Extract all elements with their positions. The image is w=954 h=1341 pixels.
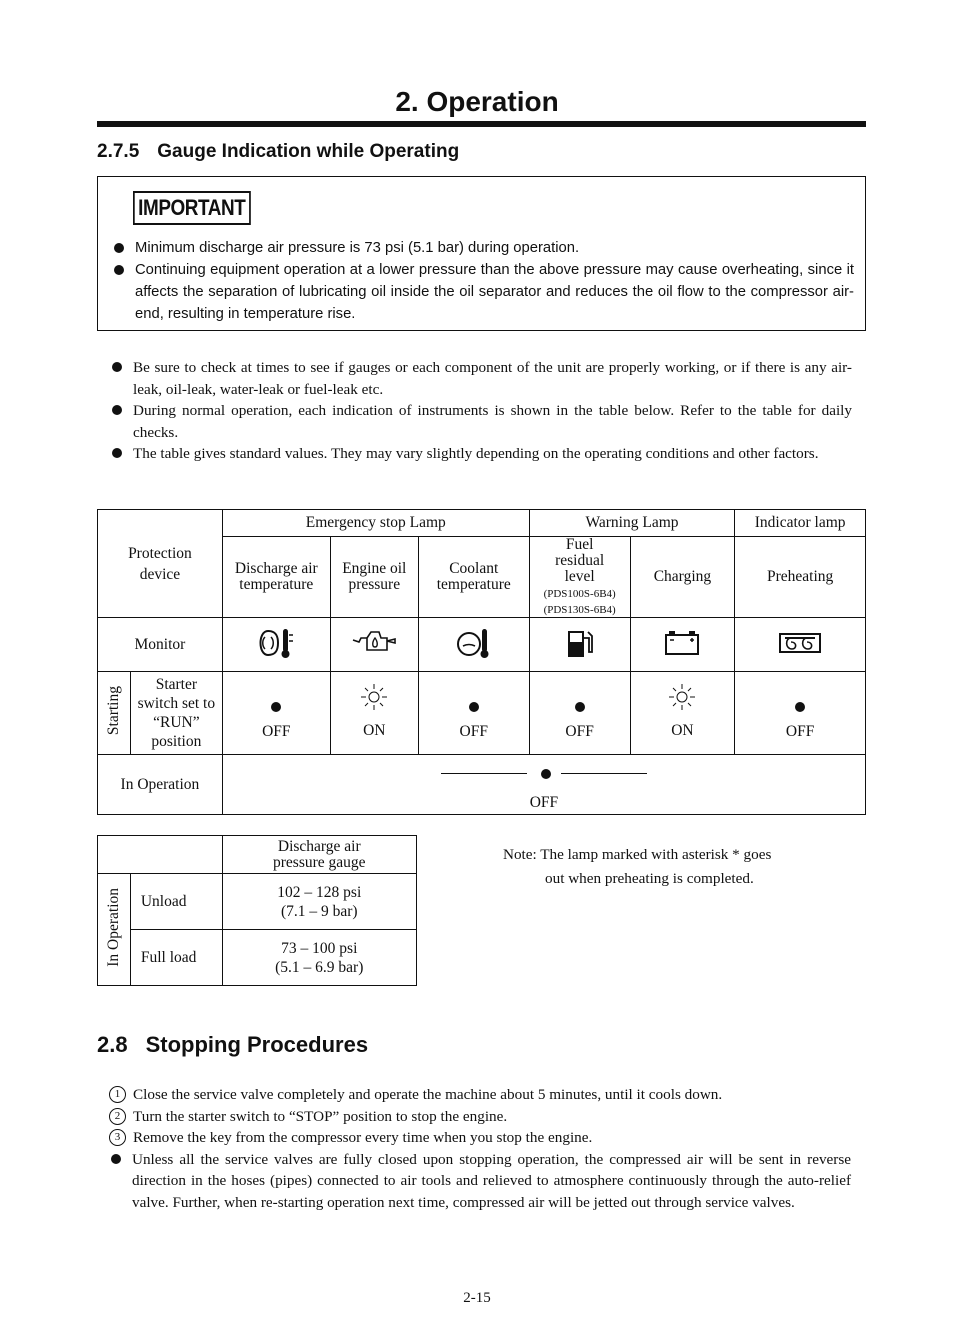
note-item: Be sure to check at times to see if gauges or each component of the unit are properly working, or if there is any air-leak, oil-leak, water-leak or fuel-leak etc. xyxy=(110,357,852,400)
protection-device-header: Protection device xyxy=(98,510,223,618)
in-operation-label: In Operation xyxy=(98,755,223,815)
charging-header: Charging xyxy=(630,537,735,618)
fuel-residual-level-header: Fuel residual level (PDS100S-6B4) (PDS130S-6B4) xyxy=(529,537,630,618)
note-line: Note: The lamp marked with asterisk * goes xyxy=(503,846,772,863)
divider-line xyxy=(561,773,647,774)
note-item: The table gives standard values. They may vary slightly depending on the operating conditions and other factors. xyxy=(110,443,852,465)
important-list xyxy=(112,237,854,325)
discharge-air-temperature-header: Discharge air temperature xyxy=(222,537,330,618)
section-title: Stopping Procedures xyxy=(145,1032,369,1057)
stopping-procedure-list xyxy=(109,1084,851,1214)
unload-value: 102 – 128 psi (7.1 – 9 bar) xyxy=(222,874,416,930)
state-charging xyxy=(630,672,735,755)
battery-charge-icon xyxy=(662,628,702,658)
coolant-temperature-icon xyxy=(454,626,494,660)
pressure-gauge-header: Discharge air pressure gauge xyxy=(222,836,416,874)
blank-header-cell xyxy=(98,836,223,874)
emergency-stop-lamp-header: Emergency stop Lamp xyxy=(222,510,529,537)
state-engine-oil-pressure xyxy=(330,672,418,755)
lamp-on-icon xyxy=(359,682,389,712)
important-label: IMPORTANT xyxy=(133,191,251,225)
important-item: Continuing equipment operation at a lower pressure than the above pressure may cause overheating, since it affects the separation of lubricating oil inside the oil separator and reduces the oil flow to the compressor air-end, resulting in temperature rise. xyxy=(112,259,854,325)
state-coolant-temperature xyxy=(418,672,529,755)
in-operation-state xyxy=(222,755,865,815)
lamp-off-dot xyxy=(541,769,551,779)
important-item: Minimum discharge air pressure is 73 psi (5.1 bar) during operation. xyxy=(112,237,854,259)
step-marker: 3 xyxy=(109,1129,126,1146)
section-heading-2-7-5 xyxy=(97,141,459,163)
stopping-step: 3 Remove the key from the compressor every time when you stop the engine. xyxy=(109,1127,851,1149)
monitor-fuel-level xyxy=(529,618,630,672)
lamp-off-dot xyxy=(795,702,805,712)
lamp-off-dot xyxy=(469,702,479,712)
state-label: OFF xyxy=(262,723,291,740)
fuel-model-2: (PDS130S-6B4) xyxy=(543,604,616,616)
note-item: During normal operation, each indication of instruments is shown in the table below. Refer to the table for daily checks. xyxy=(110,400,852,443)
full-load-value: 73 – 100 psi (5.1 – 6.9 bar) xyxy=(222,930,416,986)
discharge-pressure-table xyxy=(97,835,417,986)
starting-label: Starting xyxy=(98,672,131,755)
chapter-rule xyxy=(97,121,866,127)
stopping-step: 1 Close the service valve completely and operate the machine about 5 minutes, until it cools down. xyxy=(109,1084,851,1106)
divider-line xyxy=(441,773,527,774)
state-preheating xyxy=(735,672,866,755)
fuel-level-icon xyxy=(563,626,597,660)
important-box xyxy=(97,176,866,331)
notes-list xyxy=(110,357,852,465)
lamp-off-dot xyxy=(271,702,281,712)
fuel-model-1: (PDS100S-6B4) xyxy=(543,588,616,600)
stopping-step: 2 Turn the starter switch to “STOP” position to stop the engine. xyxy=(109,1106,851,1128)
lamp-on-icon xyxy=(667,682,697,712)
gauge-indication-table xyxy=(97,509,866,815)
discharge-temperature-icon xyxy=(254,626,298,660)
state-label: OFF xyxy=(565,723,594,740)
monitor-engine-oil-pressure xyxy=(330,618,418,672)
state-label: ON xyxy=(363,722,386,739)
indicator-lamp-header: Indicator lamp xyxy=(735,510,866,537)
glow-plug-icon xyxy=(777,629,823,657)
state-discharge-temperature xyxy=(222,672,330,755)
monitor-discharge-temperature xyxy=(222,618,330,672)
warning-lamp-header: Warning Lamp xyxy=(529,510,735,537)
preheating-note xyxy=(503,843,853,891)
state-label: OFF xyxy=(529,794,559,811)
lamp-off-dot xyxy=(575,702,585,712)
monitor-coolant-temperature xyxy=(418,618,529,672)
monitor-charging xyxy=(630,618,735,672)
state-label: ON xyxy=(671,722,694,739)
page-number: 2-15 xyxy=(463,1290,491,1306)
section-number: 2.8 xyxy=(97,1032,128,1057)
chapter-title: 2. Operation xyxy=(395,86,559,117)
monitor-preheating xyxy=(735,618,866,672)
section-heading-2-8 xyxy=(97,1032,368,1058)
stopping-warning: Unless all the service valves are fully closed upon stopping operation, the compressed air will be sent in reverse direction in the hoses (pipes) connected to air tools and relieved to atmosphere continuously through the auto-relief valve. Further, when re-starting operation next time, compressed air will be jetted out through service valves. xyxy=(109,1149,851,1214)
state-label: OFF xyxy=(785,723,815,740)
oil-pressure-icon xyxy=(349,626,399,660)
section-number: 2.7.5 xyxy=(97,141,140,162)
full-load-label: Full load xyxy=(130,930,222,986)
note-line: out when preheating is completed. xyxy=(545,870,754,887)
engine-oil-pressure-header: Engine oil pressure xyxy=(330,537,418,618)
step-marker: 1 xyxy=(109,1086,126,1103)
in-operation-group-label: In Operation xyxy=(98,874,131,986)
coolant-temperature-header: Coolant temperature xyxy=(418,537,529,618)
starter-switch-label: Starter switch set to “RUN” position xyxy=(130,672,222,755)
monitor-label: Monitor xyxy=(98,618,223,672)
step-marker: 2 xyxy=(109,1108,126,1125)
state-fuel-level xyxy=(529,672,630,755)
preheating-header: Preheating xyxy=(735,537,866,618)
state-label: OFF xyxy=(459,723,488,740)
unload-label: Unload xyxy=(130,874,222,930)
section-title: Gauge Indication while Operating xyxy=(157,141,460,162)
